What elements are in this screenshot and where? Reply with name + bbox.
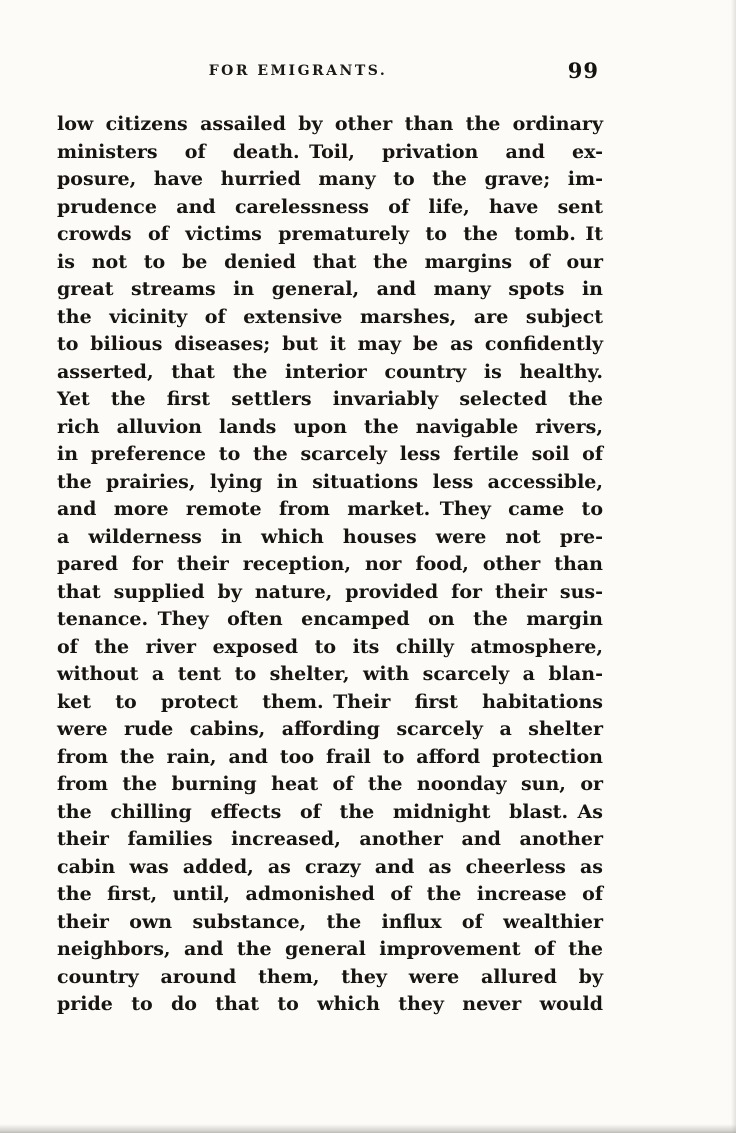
text-line: without a tent to shelter, with scarcely a blan-	[57, 663, 603, 685]
text-line: from the rain, and too frail to afford protection	[57, 745, 603, 768]
text-line: pride to do that to which they never would	[57, 993, 603, 1015]
text-line: of the river exposed to its chilly atmosphere,	[57, 635, 603, 658]
text-line: pared for their reception, nor food, other than	[57, 553, 603, 575]
text-line: ket to protect them. Their first habitations	[57, 690, 603, 713]
text-line: a wilderness in which houses were not pre-	[57, 525, 603, 548]
text-line: ministers of death. Toil, privation and ex-	[57, 140, 603, 163]
text-line: country around them, they were allured by	[57, 965, 603, 988]
text-line: the chilling effects of the midnight blast. As	[57, 800, 603, 823]
text-line: is not to be denied that the margins of our	[57, 250, 603, 273]
text-line: neighbors, and the general improvement of the	[57, 938, 603, 960]
scan-edge-right	[731, 0, 736, 1133]
text-line: the vicinity of extensive marshes, are subject	[57, 305, 603, 328]
text-line: crowds of victims prematurely to the tomb. It	[57, 223, 603, 245]
running-title: FOR EMIGRANTS.	[208, 63, 388, 79]
scan-edge-bottom	[0, 1124, 736, 1133]
text-line: Yet the first settlers invariably selected the	[57, 388, 603, 410]
text-line: the first, until, admonished of the increase of	[57, 883, 603, 905]
text-line: cabin was added, as crazy and as cheerless as	[57, 855, 603, 878]
text-line: their own substance, the influx of wealthier	[57, 910, 603, 933]
text-line: the prairies, lying in situations less accessible,	[57, 470, 603, 493]
page-number: 99	[567, 58, 599, 83]
text-line: great streams in general, and many spots in	[57, 278, 603, 300]
text-line: their families increased, another and another	[57, 828, 603, 850]
page-header	[57, 58, 603, 89]
text-line: rich alluvion lands upon the navigable rivers,	[57, 415, 603, 438]
text-line: to bilious diseases; but it may be as confidently	[57, 333, 603, 355]
text-line: in preference to the scarcely less fertile soil of	[57, 443, 603, 465]
body-text	[57, 111, 603, 1019]
text-line: and more remote from market. They came to	[57, 498, 603, 520]
text-line: were rude cabins, affording scarcely a shelter	[57, 718, 603, 740]
text-line: low citizens assailed by other than the ordinary	[57, 113, 603, 135]
text-line: tenance. They often encamped on the margin	[57, 608, 603, 630]
text-line: prudence and carelessness of life, have sent	[57, 195, 603, 218]
text-line: posure, have hurried many to the grave; im-	[57, 168, 603, 190]
text-line: asserted, that the interior country is healthy.	[57, 360, 603, 383]
text-line: that supplied by nature, provided for their sus-	[57, 580, 603, 603]
text-line: from the burning heat of the noonday sun, or	[57, 773, 603, 795]
